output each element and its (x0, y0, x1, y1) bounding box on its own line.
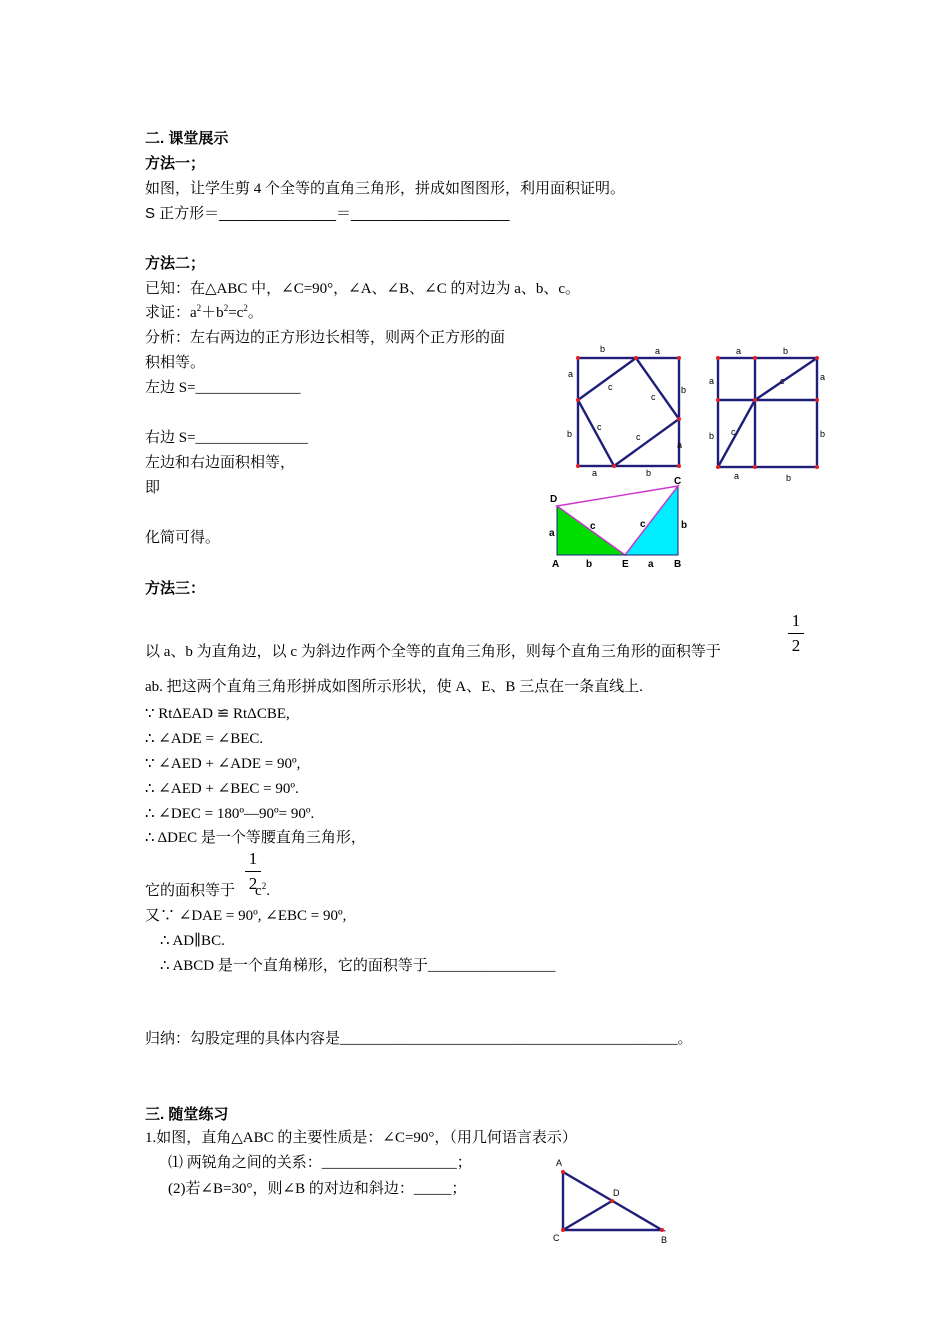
step-8: 又∵ ∠DAE = 90º, ∠EBC = 90º, (145, 908, 347, 924)
right-area: 右边 S=_______________ (145, 430, 309, 446)
label-a: a (709, 376, 715, 386)
label-a: a (568, 369, 574, 379)
step-10: ∴ ABCD 是一个直角梯形，它的面积等于_________________ (160, 958, 556, 974)
vertex-B: B (661, 1235, 668, 1245)
label-b: b (600, 344, 606, 354)
method-2-prove: 求证：$a^2+b^2=c^2$。 (145, 303, 263, 321)
step-5: ∴ ∠DEC = 180º—90º= 90º. (145, 806, 315, 822)
method-3-line-1: 以 a、b 为直角边，以 c 为斜边作两个全等的直角三角形，则每个直角三角形的面积等于 (145, 644, 721, 660)
method-1-heading: 方法一； (145, 155, 206, 172)
method-3-line-2: ab. 把这两个直角三角形拼成如图所示形状，使 A、E、B 三点在一条直线上. (145, 679, 643, 695)
fraction-half: 1 2 (788, 610, 804, 657)
therefore-text: 即 (145, 480, 161, 496)
method-2-heading: 方法二； (145, 255, 206, 272)
vertex-C: C (674, 476, 682, 487)
label-b: b (786, 473, 792, 483)
step-7: 它的面积等于 $c^2$. (145, 881, 270, 899)
label-b: b (646, 468, 652, 478)
question-1a: ⑴ 两锐角之间的关系：__________________； (168, 1155, 472, 1171)
method-2-analysis: 分析：左右两边的正方形边长相等，则两个正方形的面 (145, 330, 506, 346)
triangle-figure (545, 1155, 675, 1250)
vertex-E: E (622, 559, 629, 570)
label-c: c (590, 521, 596, 532)
section-2-title: 二. 课堂展示 (145, 130, 229, 147)
step-6: ∴ ΔDEC 是一个等腰直角三角形， (145, 830, 366, 846)
section-3-title: 三. 随堂练习 (145, 1106, 229, 1123)
step-2: ∴ ∠ADE = ∠BEC. (145, 731, 264, 747)
simplify-text: 化简可得。 (145, 530, 221, 546)
step-3: ∵ ∠AED + ∠ADE = 90º, (145, 756, 301, 772)
label-a: a (677, 440, 683, 450)
summary: 归纳：勾股定理的具体内容是_____________________________________________。 (145, 1031, 693, 1047)
label-c: c (597, 422, 602, 432)
trapezoid-figure (545, 475, 695, 575)
fraction-half-2: 1 2 (245, 848, 261, 895)
vertex-A: A (552, 559, 560, 570)
label-c: c (780, 376, 785, 386)
step-1: ∵ RtΔEAD ≌ RtΔCBE, (145, 706, 290, 722)
label-b: b (820, 429, 826, 439)
label-a: a (655, 346, 661, 356)
label-a: a (648, 559, 654, 570)
label-a: a (736, 346, 742, 356)
label-a: a (592, 468, 598, 478)
square-figure-right (700, 340, 840, 490)
label-c: c (636, 432, 641, 442)
question-1b: (2)若∠B=30°，则∠B 的对边和斜边：_____； (168, 1181, 467, 1197)
areas-equal: 左边和右边面积相等， (145, 455, 296, 471)
label-b: b (681, 385, 687, 395)
left-area: 左边 S=______________ (145, 380, 301, 396)
method-3-heading: 方法三： (145, 580, 206, 597)
label-c: c (651, 392, 656, 402)
step-9: ∴ AD∥BC. (160, 933, 225, 949)
label-b: b (567, 429, 573, 439)
vertex-A: A (556, 1158, 563, 1168)
method-2-analysis-cont: 积相等。 (145, 355, 206, 371)
vertex-D: D (550, 494, 558, 505)
method-2-given: 已知：在△ABC 中，∠C=90°，∠A、∠B、∠C 的对边为 a、b、c。 (145, 281, 581, 297)
label-a: a (549, 528, 555, 539)
step-4: ∴ ∠AED + ∠BEC = 90º. (145, 781, 299, 797)
method-1-text: 如图，让学生剪 4 个全等的直角三角形，拼成如图图形，利用面积证明。 (145, 181, 626, 197)
label-b: b (783, 346, 789, 356)
label-b: b (709, 431, 715, 441)
label-c: c (608, 382, 613, 392)
question-1: 1.如图，直角△ABC 的主要性质是：∠C=90°，（用几何语言表示） (145, 1130, 577, 1146)
vertex-B: B (674, 559, 682, 570)
method-1-formula: S 正方形＝______________＝___________________ (145, 205, 510, 222)
label-a: a (820, 372, 826, 382)
vertex-C: C (553, 1233, 560, 1243)
label-c: c (731, 427, 736, 437)
vertex-D: D (613, 1188, 620, 1198)
label-c: c (640, 519, 646, 530)
label-b: b (586, 559, 593, 570)
label-b: b (681, 520, 688, 531)
square-figure-left (560, 340, 700, 485)
label-a: a (734, 471, 740, 481)
